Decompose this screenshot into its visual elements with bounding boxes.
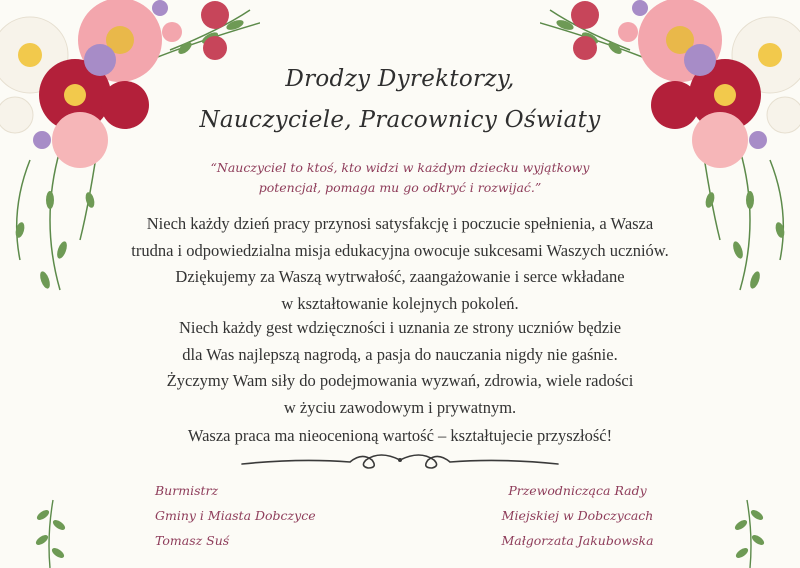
signature-left-line: Gminy i Miasta Dobczyce	[155, 508, 316, 523]
paragraph-1-line: Dziękujemy za Waszą wytrwałość, zaangażowanie i serce wkładane	[175, 267, 625, 286]
paragraph-2-line: dla Was najlepszą nagrodą, a pasja do nauczania nigdy nie gaśnie.	[182, 344, 618, 364]
quote-line-2: potencjał, pomaga mu go odkryć i rozwijać.”	[258, 180, 542, 195]
quote-line-1: “Nauczyciel to ktoś, kto widzi w każdym dziecku wyjątkowy	[210, 160, 590, 175]
leaf-sprig-bottom-right	[725, 495, 775, 568]
closing-line: Wasza praca ma nieocenioną wartość – kształtujecie przyszłość!	[187, 426, 613, 445]
paragraph-1	[0, 211, 800, 317]
signature-right-line: Miejskiej w Dobczycach	[501, 508, 654, 523]
title-line-1: Drodzy Dyrektorzy,	[285, 66, 515, 92]
paragraph-2-line: w życiu zawodowym i prywatnym.	[283, 397, 517, 417]
signature-right	[490, 478, 665, 553]
paragraph-2	[0, 315, 800, 421]
paragraph-2-line: Niech każdy gest wdzięczności i uznania ze strony uczniów będzie	[178, 318, 622, 337]
paragraph-2-line: Życzymy Wam siły do podejmowania wyzwań, zdrowia, wiele radości	[166, 371, 634, 390]
signature-left-line: Burmistrz	[155, 483, 219, 498]
paragraph-1-line: trudna i odpowiedzialna misja edukacyjna owocuje sukcesami Waszych uczniów.	[131, 240, 669, 260]
signature-left-line: Tomasz Suś	[155, 533, 230, 548]
flourish-divider	[240, 448, 560, 474]
signature-right-line: Małgorzata Jakubowska	[501, 533, 654, 548]
signature-left	[155, 478, 316, 553]
title-line-2: Nauczyciele, Pracownicy Oświaty	[199, 107, 601, 133]
signature-right-line: Przewodnicząca Rady	[508, 483, 647, 498]
paragraph-1-line: Niech każdy dzień pracy przynosi satysfakcję i poczucie spełnienia, a Wasza	[146, 214, 654, 233]
paragraph-1-line: w kształtowanie kolejnych pokoleń.	[281, 293, 519, 313]
leaf-sprig-bottom-left	[25, 495, 75, 568]
